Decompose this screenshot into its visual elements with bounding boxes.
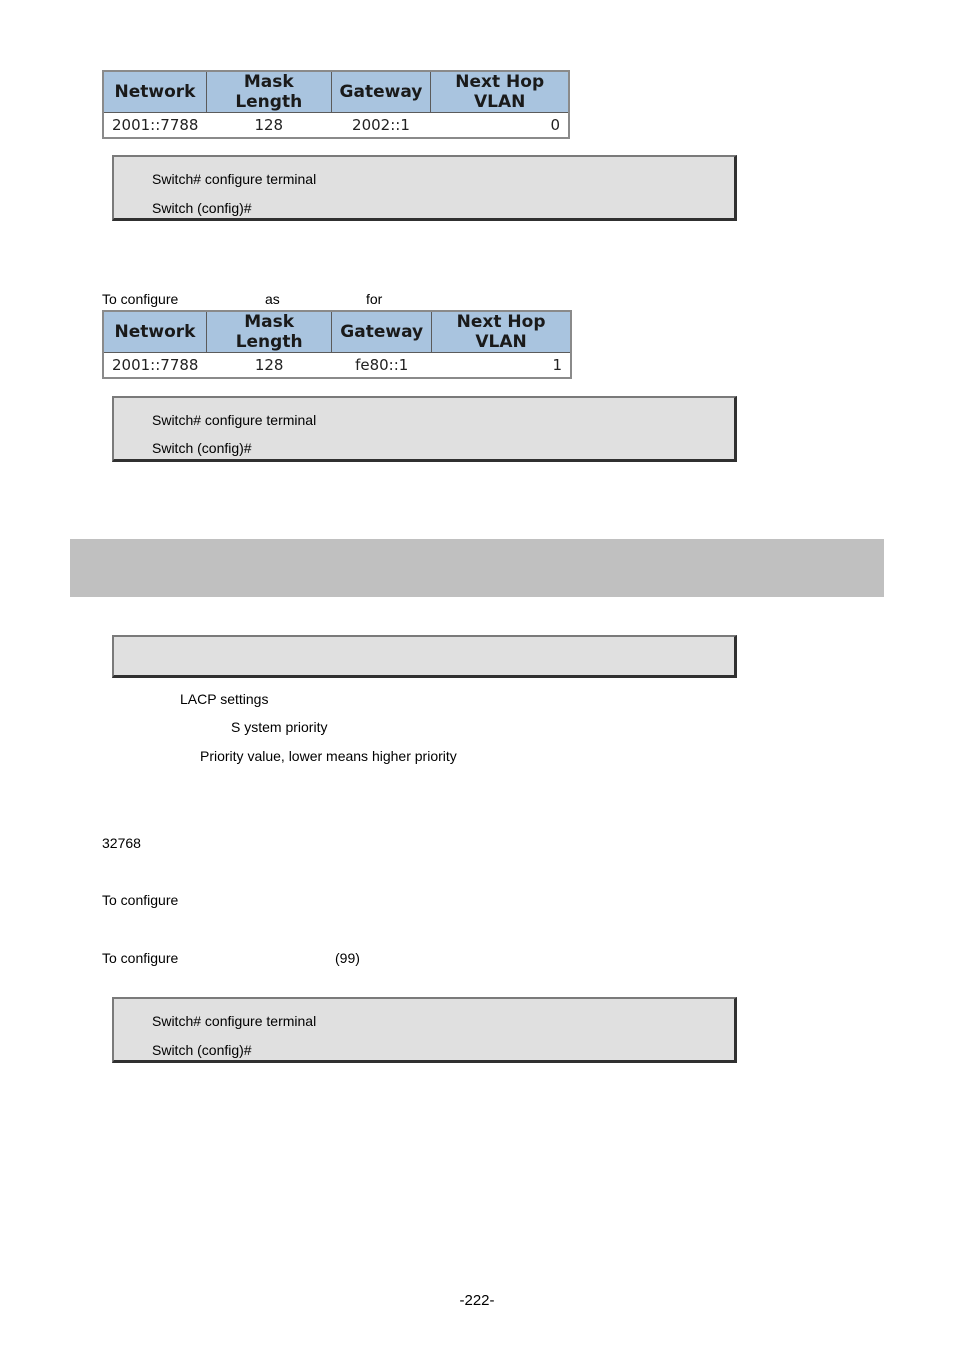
cli-example-box-1	[112, 155, 737, 221]
cli-line-1: Switch# configure terminal	[152, 412, 317, 428]
header-mask-length: Mask Length	[206, 71, 331, 113]
param-system-priority: S ystem priority	[231, 719, 328, 735]
page-number: -222-	[459, 1292, 495, 1309]
cell-network: 2001::7788	[103, 353, 206, 379]
header-next-hop-vlan: Next Hop VLAN	[431, 71, 569, 113]
header-network: Network	[103, 71, 206, 113]
section-heading-bar	[70, 539, 884, 597]
usage-text-2: To configure	[102, 950, 179, 966]
cli-line-2: Switch (config)#	[152, 1042, 252, 1058]
intro-as: as	[265, 291, 280, 307]
cell-mask-length: 128	[206, 353, 331, 379]
default-value: 32768	[102, 835, 141, 851]
header-mask-length: Mask Length	[206, 311, 331, 353]
header-next-hop-vlan: Next Hop VLAN	[432, 311, 571, 353]
cell-next-hop-vlan: 1	[432, 353, 571, 379]
usage-text-1: To configure	[102, 892, 179, 908]
cell-network: 2001::7788	[103, 113, 206, 139]
cli-line-1: Switch# configure terminal	[152, 1013, 317, 1029]
header-network: Network	[103, 311, 206, 353]
intro-to-configure: To configure	[102, 291, 179, 307]
route-table-2	[102, 310, 572, 379]
cell-next-hop-vlan: 0	[431, 113, 569, 139]
table-row	[103, 113, 569, 139]
cell-gateway: fe80::1	[332, 353, 432, 379]
cli-example-box-3	[112, 997, 737, 1063]
table-row	[103, 353, 571, 379]
route-table-1	[102, 70, 570, 139]
header-gateway: Gateway	[332, 311, 432, 353]
cell-gateway: 2002::1	[331, 113, 431, 139]
cli-line-2: Switch (config)#	[152, 200, 252, 216]
cli-line-1: Switch# configure terminal	[152, 171, 317, 187]
intro-for: for	[366, 291, 383, 307]
param-priority-value: Priority value, lower means higher priority	[200, 748, 457, 764]
command-syntax-box	[112, 635, 737, 678]
cli-example-box-2	[112, 396, 737, 462]
cell-mask-length: 128	[206, 113, 331, 139]
cli-line-2: Switch (config)#	[152, 440, 252, 456]
header-gateway: Gateway	[331, 71, 431, 113]
param-lacp-settings: LACP settings	[180, 691, 269, 707]
usage-value-99: (99)	[335, 950, 360, 966]
